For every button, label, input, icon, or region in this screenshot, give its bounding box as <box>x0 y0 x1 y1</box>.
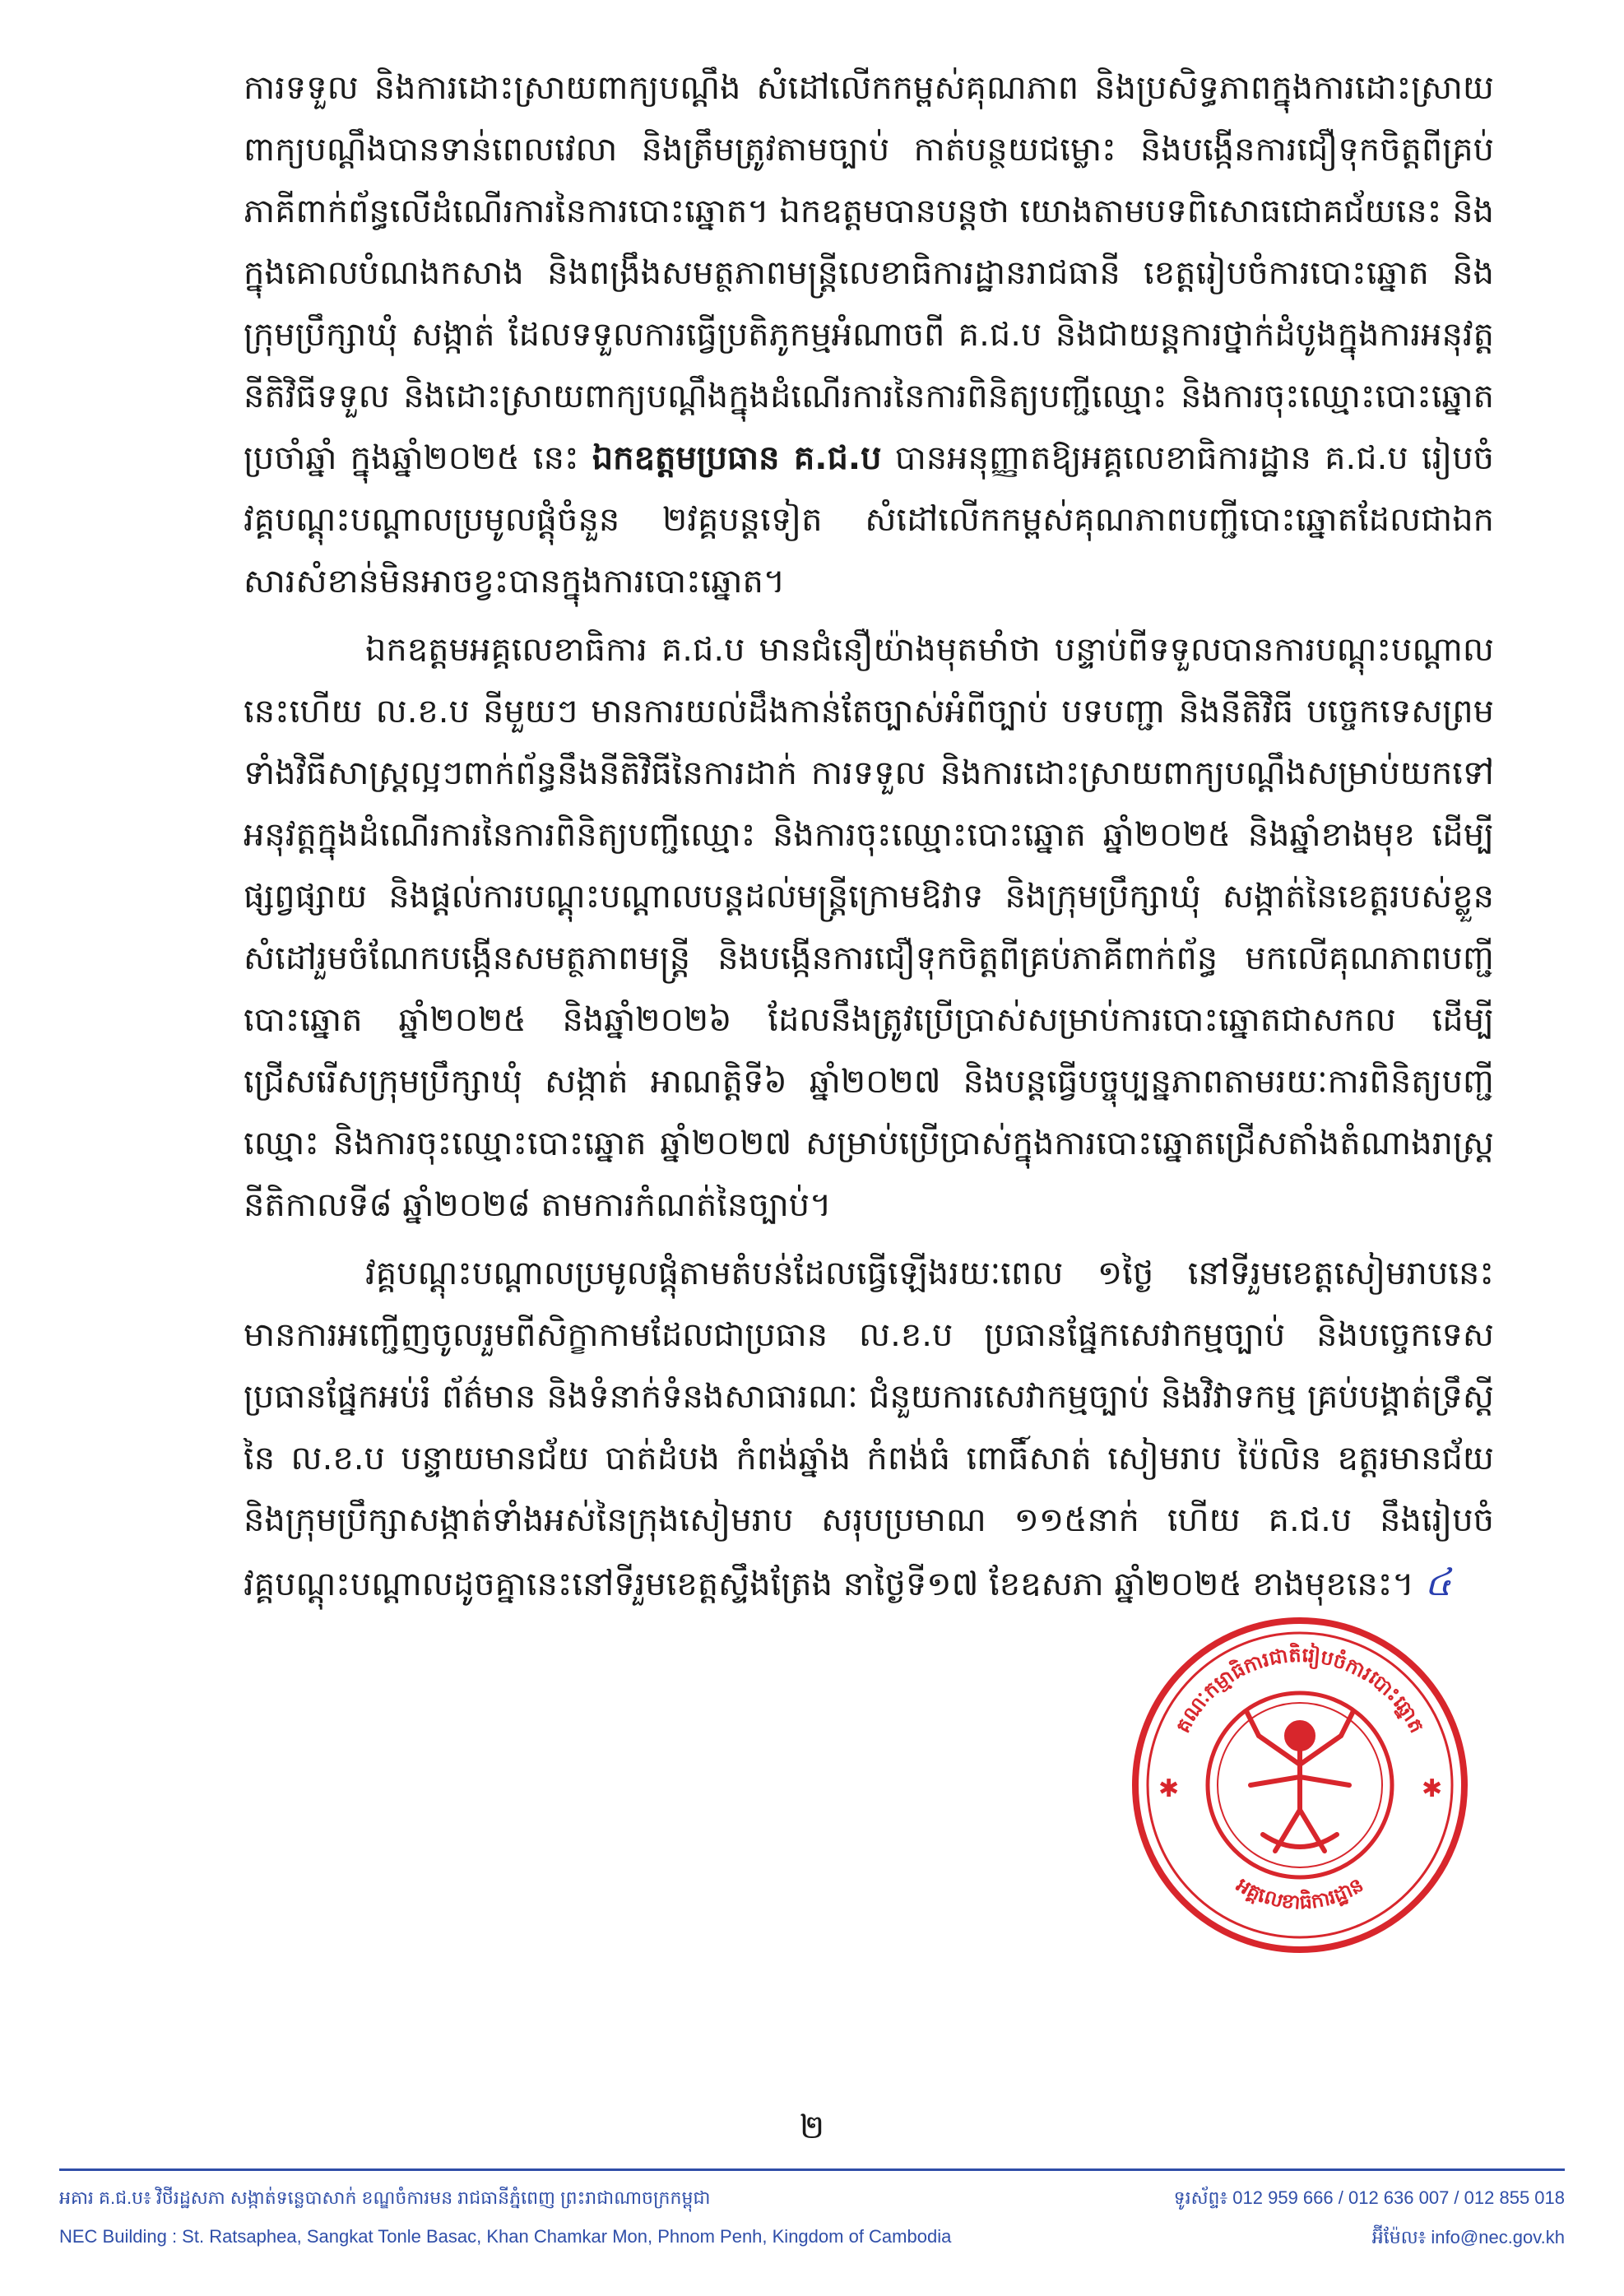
paragraph-3 <box>244 1243 1494 1616</box>
seal-star-right: ✱ <box>1422 1774 1443 1803</box>
seal-star-left: ✱ <box>1158 1774 1180 1803</box>
handwritten-signoff-mark: ៤ <box>1424 1560 1452 1604</box>
paragraph-1-bold-title: ឯកឧត្តមប្រធាន គ.ជ.ប <box>592 439 882 477</box>
paragraph-2: ឯកឧត្តមអគ្គលេខាធិការ គ.ជ.ប មានជំនឿយ៉ាងមុតមាំថា បន្ទាប់ពីទទួលបានការបណ្តុះបណ្តាលនេះហើយ ល.ខ.ប នីមួយៗ មានការយល់ដឹងកាន់តែច្បាស់អំពីច្បាប់ បទបញ្ជា និងនីតិវិធី បច្ចេកទេសព្រមទាំងវិធីសាស្រ្តល្អៗពាក់ព័ន្ធនឹងនីតិវិធីនៃការដាក់ ការទទួល និងការដោះស្រាយពាក្យបណ្តឹងសម្រាប់យកទៅអនុវត្តក្នុងដំណើរការនៃការពិនិត្យបញ្ជីឈ្មោះ និងការចុះឈ្មោះបោះឆ្នោត ឆ្នាំ២០២៥ និងឆ្នាំខាងមុខ ដើម្បីផ្សព្វផ្សាយ និងផ្តល់ការបណ្តុះបណ្តាលបន្តដល់មន្ត្រីក្រោមឱវាទ និងក្រុមប្រឹក្សាឃុំ សង្កាត់នៃខេត្តរបស់ខ្លួន សំដៅរួមចំណែកបង្កើនសមត្ថភាពមន្ត្រី និងបង្កើនការជឿទុកចិត្តពីគ្រប់ភាគីពាក់ព័ន្ធ មកលើគុណភាពបញ្ជីបោះឆ្នោត ឆ្នាំ២០២៥ និងឆ្នាំ២០២៦ ដែលនឹងត្រូវប្រើប្រាស់សម្រាប់ការបោះឆ្នោតជាសកល ដើម្បីជ្រើសរើសក្រុមប្រឹក្សាឃុំ សង្កាត់ អាណត្តិទី៦ ឆ្នាំ២០២៧ និងបន្តធ្វើបច្ចុប្បន្នភាពតាមរយៈការពិនិត្យបញ្ជីឈ្មោះ និងការចុះឈ្មោះបោះឆ្នោត ឆ្នាំ២០២៧ សម្រាប់ប្រើប្រាស់ក្នុងការបោះឆ្នោតជ្រើសតាំងតំណាងរាស្រ្ត នីតិកាលទី៨ ឆ្នាំ២០២៨ តាមការកំណត់នៃច្បាប់។ <box>244 631 1494 1224</box>
footer-email: អ៊ីម៉ែល៖ info@nec.gov.kh <box>1371 2227 1565 2247</box>
footer-row-english <box>59 2226 1565 2252</box>
footer-row-khmer <box>59 2187 1565 2213</box>
official-seal <box>1127 1612 1473 1958</box>
footer-address-english: NEC Building : St. Ratsaphea, Sangkat Tonle Basac, Khan Chamkar Mon, Phnom Penh, Kingdom of Cambodia <box>59 2226 952 2247</box>
page-number: ២ <box>799 2108 825 2146</box>
seal-top-text: គណៈកម្មាធិការជាតិរៀបចំការបោះឆ្នោត <box>1171 1643 1429 1737</box>
footer-address-khmer: អគារ គ.ជ.ប៖ វិថីរដ្ឋសភា សង្កាត់ទន្លេបាសាក់ ខណ្ឌចំការមន រាជធានីភ្នំពេញ ព្រះរាជាណាចក្រកម្ពុជា <box>59 2187 711 2208</box>
paragraph-1-continuation: បានអនុញ្ញាតឱ្យអគ្គលេខាធិការដ្ឋាន គ.ជ.ប រៀបចំវគ្គបណ្តុះបណ្តាលប្រមូលផ្តុំចំនួន ២វគ្គបន្តទៀត សំដៅលើកកម្ពស់គុណភាពបញ្ជីបោះឆ្នោតដែលជាឯកសារសំខាន់មិនអាចខ្វះបានក្នុងការបោះឆ្នោត។ <box>244 439 1495 601</box>
seal-bottom-text: អគ្គលេខាធិការដ្ឋាន <box>1232 1873 1368 1914</box>
document-body <box>244 58 1494 1622</box>
paragraph-1-text: ការទទួល និងការដោះស្រាយពាក្យបណ្តឹង សំដៅលើកកម្ពស់គុណភាព និងប្រសិទ្ធភាពក្នុងការដោះស្រាយពាក្យបណ្តឹងបានទាន់ពេលវេលា និងត្រឹមត្រូវតាមច្បាប់ កាត់បន្ថយជម្លោះ និងបង្កើនការជឿទុកចិត្តពីគ្រប់ភាគីពាក់ព័ន្ធលើដំណើរការនៃការបោះឆ្នោត។ ឯកឧត្តមបានបន្តថា យោងតាមបទពិសោធជោគជ័យនេះ និងក្នុងគោលបំណងកសាង និងពង្រឹងសមត្ថភាពមន្ត្រីលេខាធិការដ្ឋានរាជធានី ខេត្តរៀបចំការបោះឆ្នោត និងក្រុមប្រឹក្សាឃុំ សង្កាត់ ដែលទទួលការធ្វើប្រតិភូកម្មអំណាចពី គ.ជ.ប និងជាយន្តការថ្នាក់ដំបូងក្នុងការអនុវត្តនីតិវិធីទទួល និងដោះស្រាយពាក្យបណ្តឹងក្នុងដំណើរការនៃការពិនិត្យបញ្ជីឈ្មោះ និងការចុះឈ្មោះបោះឆ្នោតប្រចាំឆ្នាំ ក្នុងឆ្នាំ២០២៥ នេះ <box>244 69 1494 477</box>
footer-phone: ទូរស័ព្ទ៖ 012 959 666 / 012 636 007 / 012 855 018 <box>1173 2187 1565 2208</box>
paragraph-1 <box>244 58 1494 613</box>
seal-emblem-icon <box>1246 1711 1353 1851</box>
paragraph-3-text: វគ្គបណ្តុះបណ្តាលប្រមូលផ្តុំតាមតំបន់ដែលធ្វើឡើងរយៈពេល ១ថ្ងៃ នៅទីរួមខេត្តសៀមរាបនេះ មានការអញ្ជើញចូលរួមពីសិក្ខាកាមដែលជាប្រធាន ល.ខ.ប ប្រធានផ្នែកសេវាកម្មច្បាប់ និងបច្ចេកទេស ប្រធានផ្នែកអប់រំ ព័ត៌មាន និងទំនាក់ទំនងសាធារណៈ ជំនួយការសេវាកម្មច្បាប់ និងវិវាទកម្ម គ្រប់បង្គាត់ទ្រឹស្តីនៃ ល.ខ.ប បន្ទាយមានជ័យ បាត់ដំបង កំពង់ឆ្នាំង កំពង់ធំ ពោធិ៍សាត់ សៀមរាប ប៉ៃលិន ឧត្តរមានជ័យ និងក្រុមប្រឹក្សាសង្កាត់ទាំងអស់នៃក្រុងសៀមរាប សរុបប្រមាណ ១១៥នាក់ ហើយ គ.ជ.ប នឹងរៀបចំវគ្គបណ្តុះបណ្តាលដូចគ្នានេះនៅទីរួមខេត្តស្ទឹងត្រែង នាថ្ងៃទី១៧ ខែឧសភា ឆ្នាំ២០២៥ ខាងមុខនេះ។ <box>244 1255 1494 1603</box>
footer-divider <box>59 2168 1565 2171</box>
